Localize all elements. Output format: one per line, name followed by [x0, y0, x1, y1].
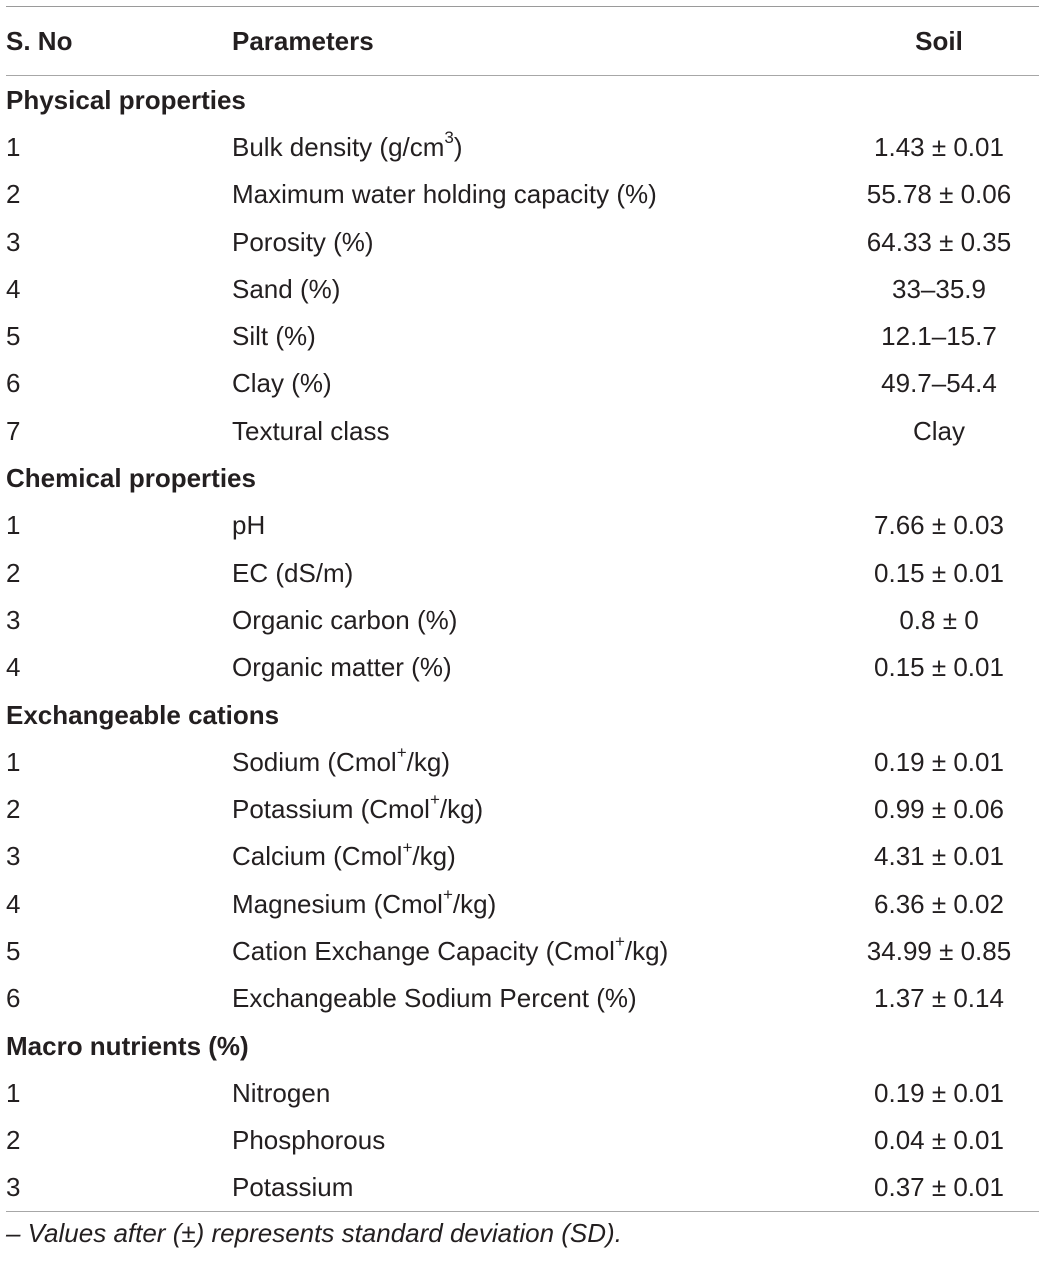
parameter-superscript: + — [614, 932, 625, 952]
cell-soil: 49.7–54.4 — [881, 368, 997, 399]
table-row — [6, 549, 1039, 596]
parameter-text: Exchangeable Sodium Percent (%) — [232, 983, 637, 1014]
parameter-text: pH — [232, 510, 266, 541]
parameter-superscript: + — [429, 790, 440, 810]
table-row — [6, 596, 1039, 643]
table-row — [6, 1069, 1039, 1116]
cell-soil: 33–35.9 — [892, 273, 986, 304]
parameter-text: Potassium — [232, 1172, 354, 1203]
cell-parameter — [232, 226, 839, 257]
cell-parameter — [232, 652, 839, 683]
cell-sno: 2 — [6, 794, 21, 825]
section-heading — [6, 1022, 1039, 1069]
table-header-row — [6, 7, 1039, 75]
cell-parameter — [232, 273, 839, 304]
parameter-text: Sodium (Cmol — [232, 746, 397, 777]
cell-parameter — [232, 932, 839, 966]
cell-sno: 2 — [6, 557, 21, 588]
cell-parameter — [232, 510, 839, 541]
table-row — [6, 785, 1039, 832]
cell-sno: 3 — [6, 226, 21, 257]
table-row — [6, 833, 1039, 880]
cell-sno: 3 — [6, 604, 21, 635]
parameter-text: Porosity (%) — [232, 226, 374, 257]
cell-sno: 1 — [6, 510, 21, 541]
parameter-suffix: /kg) — [452, 888, 497, 919]
cell-soil: 12.1–15.7 — [881, 321, 997, 352]
cell-soil: 0.04 ± 0.01 — [874, 1125, 1004, 1156]
cell-sno: 4 — [6, 652, 21, 683]
cell-sno: 2 — [6, 1125, 21, 1156]
cell-soil: 1.37 ± 0.14 — [874, 983, 1004, 1014]
cell-soil: 64.33 ± 0.35 — [866, 226, 1012, 257]
parameter-text: Organic matter (%) — [232, 652, 452, 683]
parameter-superscript: + — [402, 837, 413, 857]
header-parameters: Parameters — [232, 26, 374, 56]
parameter-suffix: /kg) — [412, 841, 456, 872]
table-row — [6, 1117, 1039, 1164]
parameter-suffix: /kg) — [406, 746, 450, 777]
table-row — [6, 975, 1039, 1022]
cell-soil: 0.15 ± 0.01 — [874, 557, 1004, 588]
table-row — [6, 312, 1039, 359]
parameter-text: Cation Exchange Capacity (Cmol — [232, 935, 615, 966]
section-title: Macro nutrients (%) — [6, 1030, 249, 1061]
table-row — [6, 171, 1039, 218]
table-footnote: – Values after (±) represents standard deviation (SD). — [6, 1218, 622, 1249]
cell-sno: 6 — [6, 368, 21, 399]
cell-parameter — [232, 743, 839, 777]
parameter-text: Silt (%) — [232, 321, 316, 352]
table-row — [6, 360, 1039, 407]
cell-parameter — [232, 368, 839, 399]
table-row — [6, 1164, 1039, 1211]
cell-parameter — [232, 790, 839, 825]
cell-soil: 6.36 ± 0.02 — [874, 888, 1004, 919]
cell-sno: 4 — [6, 888, 21, 919]
cell-parameter — [232, 1125, 839, 1156]
cell-parameter — [232, 179, 839, 210]
cell-sno: 1 — [6, 131, 21, 162]
parameter-text: Organic carbon (%) — [232, 604, 458, 635]
section-title: Exchangeable cations — [6, 699, 280, 730]
section-heading — [6, 691, 1039, 738]
cell-soil: 4.31 ± 0.01 — [874, 841, 1004, 872]
cell-parameter — [232, 321, 839, 352]
cell-parameter — [232, 1077, 839, 1108]
cell-soil: 0.19 ± 0.01 — [874, 1077, 1004, 1108]
section-title: Chemical properties — [6, 463, 256, 494]
table-row — [6, 265, 1039, 312]
cell-sno: 1 — [6, 746, 21, 777]
cell-soil: 7.66 ± 0.03 — [874, 510, 1004, 541]
cell-soil: 0.19 ± 0.01 — [874, 746, 1004, 777]
parameter-text: Phosphorous — [232, 1125, 386, 1156]
cell-parameter — [232, 604, 839, 635]
cell-soil: 34.99 ± 0.85 — [866, 935, 1012, 966]
parameter-superscript: + — [442, 885, 453, 905]
parameter-text: Textural class — [232, 415, 390, 446]
section-heading — [6, 454, 1039, 501]
table-row — [6, 502, 1039, 549]
header-sno: S. No — [6, 26, 73, 56]
cell-soil: 1.43 ± 0.01 — [874, 131, 1004, 162]
cell-parameter — [232, 983, 839, 1014]
header-soil: Soil — [915, 26, 963, 56]
cell-sno: 6 — [6, 983, 21, 1014]
soil-properties-table — [6, 0, 1039, 1249]
cell-sno: 2 — [6, 179, 21, 210]
parameter-text: Magnesium (Cmol — [232, 888, 443, 919]
table-row — [6, 927, 1039, 974]
parameter-text: Bulk density (g/cm — [232, 131, 445, 162]
cell-sno: 5 — [6, 321, 21, 352]
parameter-suffix: /kg) — [624, 935, 669, 966]
cell-soil: Clay — [912, 415, 965, 446]
cell-sno: 7 — [6, 415, 21, 446]
parameter-suffix: ) — [453, 131, 463, 162]
table-bottom-rule — [6, 1211, 1039, 1212]
table-row — [6, 644, 1039, 691]
cell-parameter — [232, 1172, 839, 1203]
cell-sno: 1 — [6, 1077, 21, 1108]
section-heading — [6, 76, 1039, 123]
cell-sno: 3 — [6, 841, 21, 872]
table-row — [6, 407, 1039, 454]
parameter-text: Maximum water holding capacity (%) — [232, 179, 657, 210]
table-body — [6, 76, 1039, 1211]
parameter-text: Potassium (Cmol — [232, 794, 430, 825]
parameter-text: EC (dS/m) — [232, 557, 354, 588]
cell-parameter — [232, 885, 839, 919]
parameter-superscript: + — [396, 743, 407, 763]
cell-soil: 0.15 ± 0.01 — [874, 652, 1004, 683]
section-title: Physical properties — [6, 84, 246, 115]
cell-parameter — [232, 128, 839, 162]
table-row — [6, 880, 1039, 927]
cell-soil: 0.8 ± 0 — [899, 604, 979, 635]
cell-parameter — [232, 557, 839, 588]
table-row — [6, 218, 1039, 265]
cell-soil: 55.78 ± 0.06 — [866, 179, 1012, 210]
parameter-text: Calcium (Cmol — [232, 841, 403, 872]
cell-soil: 0.99 ± 0.06 — [874, 794, 1004, 825]
cell-sno: 4 — [6, 273, 21, 304]
parameter-text: Sand (%) — [232, 273, 341, 304]
cell-parameter — [232, 837, 839, 872]
table-row — [6, 738, 1039, 785]
parameter-superscript: 3 — [444, 128, 454, 148]
cell-sno: 5 — [6, 935, 21, 966]
cell-parameter — [232, 415, 839, 446]
cell-sno: 3 — [6, 1172, 21, 1203]
cell-soil: 0.37 ± 0.01 — [874, 1172, 1004, 1203]
parameter-text: Nitrogen — [232, 1077, 331, 1108]
table-row — [6, 123, 1039, 170]
parameter-suffix: /kg) — [439, 794, 484, 825]
parameter-text: Clay (%) — [232, 368, 332, 399]
